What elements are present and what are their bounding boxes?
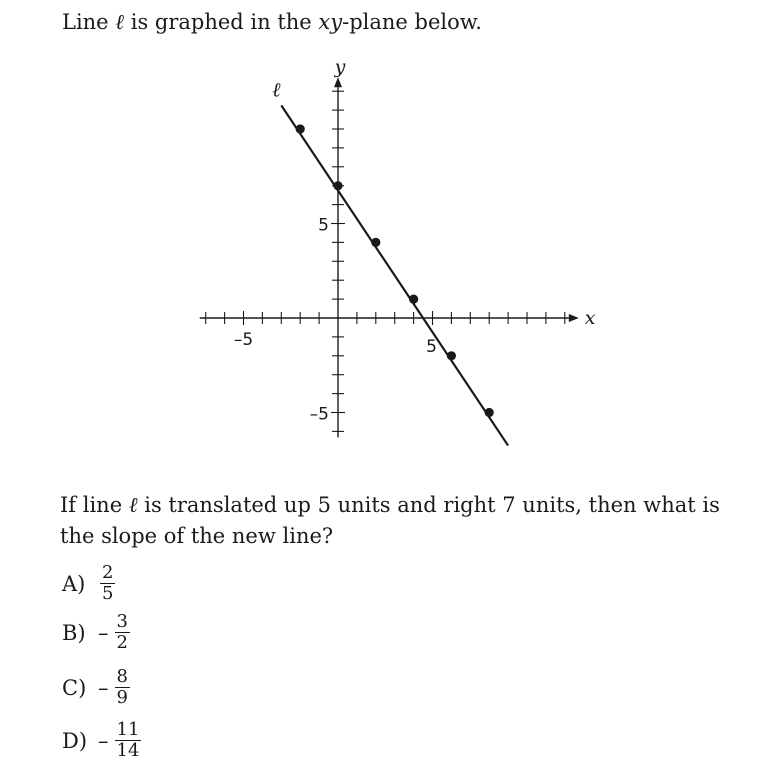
intro-prefix: Line xyxy=(62,10,116,34)
choice-sign: – xyxy=(98,620,109,645)
intro-middle: is graphed in the xyxy=(124,10,319,34)
fraction-numerator: 11 xyxy=(116,719,140,740)
line-label: ℓ xyxy=(272,77,281,102)
data-point xyxy=(447,351,456,360)
choice-fraction xyxy=(115,720,142,761)
choice-a[interactable] xyxy=(62,563,115,604)
choice-letter: A) xyxy=(62,571,86,596)
y-tick-label-5: 5 xyxy=(318,215,329,236)
choice-letter: D) xyxy=(62,728,88,753)
choice-letter: B) xyxy=(62,620,86,645)
question-line-symbol: ℓ xyxy=(128,493,138,517)
question-text xyxy=(60,490,760,552)
line-layer xyxy=(281,105,508,445)
y-tick-label-neg5: –5 xyxy=(309,404,329,425)
x-tick-label-5: 5 xyxy=(426,337,437,357)
intro-xy: xy xyxy=(318,10,343,34)
fraction-denominator: 2 xyxy=(116,632,128,653)
choice-sign: – xyxy=(98,728,109,753)
fraction-denominator: 9 xyxy=(116,687,128,708)
question-prefix: If line xyxy=(60,493,129,517)
x-tick-label-neg5: –5 xyxy=(233,330,254,350)
data-point xyxy=(333,181,342,190)
points-layer xyxy=(296,124,494,417)
choice-d[interactable] xyxy=(62,720,141,761)
x-axis-label: x xyxy=(584,307,596,329)
choice-fraction xyxy=(100,563,115,604)
choice-sign: – xyxy=(98,675,109,700)
data-point xyxy=(296,124,305,133)
choice-fraction xyxy=(115,667,130,708)
choice-b[interactable] xyxy=(62,612,130,653)
axes xyxy=(200,77,579,437)
y-axis-label: y xyxy=(334,56,346,79)
fraction-denominator: 14 xyxy=(116,740,140,761)
data-point xyxy=(409,295,418,304)
choice-letter: C) xyxy=(62,675,87,700)
x-axis-arrow xyxy=(569,314,579,322)
choice-fraction xyxy=(115,612,130,653)
fraction-numerator: 8 xyxy=(116,666,128,687)
data-point xyxy=(485,408,494,417)
intro-line-symbol: ℓ xyxy=(115,10,125,34)
y-axis-arrow xyxy=(334,77,342,87)
intro-suffix: -plane below. xyxy=(342,10,482,34)
fraction-numerator: 3 xyxy=(116,611,128,632)
fraction-numerator: 2 xyxy=(102,562,114,583)
line-l xyxy=(281,105,508,445)
choice-c[interactable] xyxy=(62,667,130,708)
question-suffix: is translated up 5 units and right 7 units, then what is the slope of the new line? xyxy=(60,493,720,548)
data-point xyxy=(371,238,380,247)
fraction-denominator: 5 xyxy=(102,583,114,604)
